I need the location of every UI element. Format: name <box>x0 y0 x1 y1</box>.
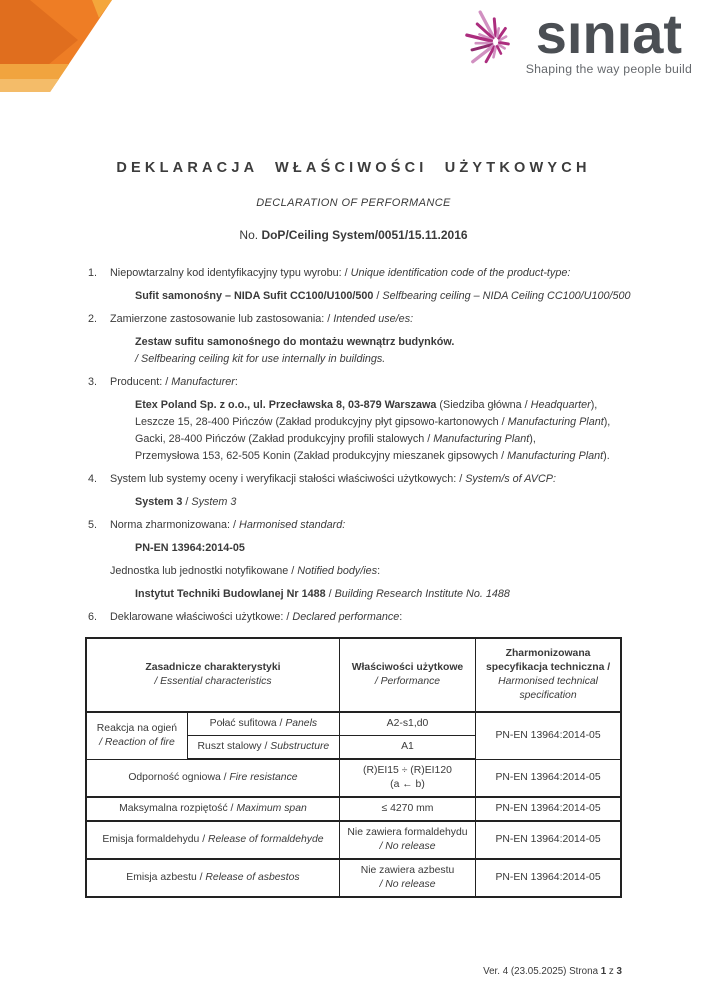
list-paragraph <box>85 288 631 305</box>
text-segment: System 3 <box>135 496 183 508</box>
table-row <box>86 821 621 859</box>
list-paragraph-body <box>110 517 622 534</box>
text-segment: Nie zawiera formaldehydu <box>347 827 468 838</box>
list-paragraph <box>85 311 622 328</box>
text-segment: Połać sufitowa / <box>209 718 286 729</box>
text-line <box>135 431 622 448</box>
text-segment: Emisja azbestu / <box>126 872 206 883</box>
text-segment: ≤ 4270 mm <box>381 803 434 814</box>
table-row <box>86 797 621 821</box>
text-segment: System lub systemy oceny i weryfikacji stałości właściwości użytkowych: / <box>110 473 466 485</box>
text-segment: Reakcja na ogień <box>96 722 178 734</box>
text-line <box>135 494 622 511</box>
text-segment: Producent: / <box>110 376 172 388</box>
list-paragraph-body <box>135 494 622 511</box>
list-paragraph-body <box>135 288 631 305</box>
text-line <box>110 563 622 580</box>
logo-text-block <box>525 2 692 76</box>
text-segment: / Essential characteristics <box>154 676 272 687</box>
text-segment: Jednostka lub jednostki notyfikowane / <box>110 565 298 577</box>
text-segment: Notified body/ies <box>297 565 378 577</box>
list-paragraph <box>85 517 622 534</box>
performance-table <box>85 637 622 898</box>
text-line <box>110 374 622 391</box>
text-segment: ), <box>529 433 536 445</box>
table-cell <box>86 759 339 797</box>
table-cell <box>476 859 621 897</box>
text-segment: Building Research Institute No. 1488 <box>334 588 510 600</box>
list-number: 4. <box>88 473 98 485</box>
text-segment: Harmonised standard: <box>239 519 346 531</box>
text-segment: A1 <box>401 741 414 752</box>
text-segment: Zamierzone zastosowanie lub zastosowania: / <box>110 313 334 325</box>
page-footer <box>483 966 622 977</box>
siniat-logo-text: sınıat <box>535 2 682 65</box>
text-segment: Norma zharmonizowana: / <box>110 519 240 531</box>
text-segment: Niepowtarzalny kod identyfikacyjny typu wyrobu: / <box>110 267 351 279</box>
text-segment: : <box>399 611 403 623</box>
table-cell <box>339 821 475 859</box>
list-paragraph-body <box>110 471 622 488</box>
text-segment: Właściwości użytkowe <box>351 662 464 673</box>
list-paragraph <box>85 471 622 488</box>
text-segment: / Reaction of fire <box>99 736 175 748</box>
text-segment: Manufacturing Plant <box>507 416 604 428</box>
text-line <box>135 288 631 305</box>
table-header-cell <box>476 638 621 712</box>
text-segment: A2-s1,d0 <box>386 718 429 729</box>
text-segment: : <box>377 565 381 577</box>
text-segment: PN-EN 13964:2014-05 <box>135 542 245 554</box>
text-segment: / No release <box>379 879 436 890</box>
list-paragraph <box>85 609 622 626</box>
text-line <box>135 397 622 414</box>
text-segment: : <box>234 376 238 388</box>
text-segment: Instytut Techniki Budowlanej Nr 1488 <box>135 588 326 600</box>
list-paragraph-body <box>110 374 622 391</box>
document-content <box>85 160 631 898</box>
table-row <box>86 759 621 797</box>
text-segment: Harmonised technical specification <box>498 676 598 701</box>
table-cell <box>339 797 475 821</box>
list-paragraph <box>85 540 622 557</box>
siniat-logo <box>458 4 692 80</box>
text-segment: (Siedziba główna / <box>436 399 531 411</box>
list-number: 3. <box>88 376 98 388</box>
text-segment: Emisja formaldehydu / <box>102 834 208 845</box>
table-cell <box>86 797 339 821</box>
text-segment: Substructure <box>270 741 330 752</box>
table-cell <box>476 712 621 759</box>
text-segment: Etex Poland Sp. z o.o., ul. Przecławska 8, 03-879 Warszawa <box>135 399 437 411</box>
text-segment: Fire resistance <box>229 772 298 783</box>
table-header-cell <box>339 638 475 712</box>
text-segment: Nie zawiera azbestu <box>360 865 455 876</box>
text-segment: System 3 <box>191 496 237 508</box>
text-segment: 3 <box>616 966 622 977</box>
text-segment: (a ← b) <box>390 779 425 790</box>
text-segment: Release of formaldehyde <box>208 834 324 845</box>
text-line <box>110 265 622 282</box>
text-segment: ). <box>603 450 610 462</box>
text-line <box>135 351 622 368</box>
text-segment: Zestaw sufitu samonośnego do montażu wewnątrz budynków. <box>135 336 455 348</box>
table-cell <box>339 712 475 736</box>
text-segment: Headquarter <box>530 399 591 411</box>
table-header-row <box>86 638 621 712</box>
text-line <box>110 471 622 488</box>
text-line <box>135 448 622 465</box>
list-paragraph-body <box>135 397 622 465</box>
text-segment: Odporność ogniowa / <box>128 772 230 783</box>
text-line <box>135 334 622 351</box>
text-segment: Zasadnicze charakterystyki <box>145 662 281 673</box>
text-segment: Gacki, 28-400 Pińczów (Zakład produkcyjny profili stalowych / <box>135 433 434 445</box>
text-line <box>110 517 622 534</box>
document-title: DEKLARACJA WŁAŚCIWOŚCI UŻYTKOWYCH <box>116 160 591 176</box>
text-segment: Przemysłowa 153, 62-505 Konin (Zakład produkcyjny mieszanek gipsowych / <box>135 450 508 462</box>
text-segment: Maksymalna rozpiętość / <box>119 803 237 814</box>
text-segment: 1 <box>600 966 607 977</box>
text-segment: Unique identification code of the product-type: <box>350 267 571 279</box>
table-cell <box>339 736 475 760</box>
text-segment: Declared performance <box>292 611 400 623</box>
list-number: 5. <box>88 519 98 531</box>
table-row <box>86 712 621 736</box>
table-cell <box>86 821 339 859</box>
list-paragraph <box>85 265 622 282</box>
text-line <box>110 609 622 626</box>
text-segment: PN-EN 13964:2014-05 <box>495 872 601 883</box>
list-number: 6. <box>88 611 98 623</box>
text-segment: / Performance <box>374 676 441 687</box>
list-paragraph-body <box>110 311 622 328</box>
text-segment: Ver. 4 (23.05.2025) Strona <box>483 966 601 977</box>
text-segment: / <box>373 290 383 302</box>
siniat-tagline: Shaping the way people build <box>525 62 692 76</box>
list-paragraph <box>85 586 622 603</box>
list-number: 1. <box>88 267 98 279</box>
list-paragraph-body <box>110 563 622 580</box>
list-paragraph-body <box>110 265 622 282</box>
table-header-cell <box>86 638 339 712</box>
text-line <box>135 586 622 603</box>
text-segment: Deklarowane właściwości użytkowe: / <box>110 611 293 623</box>
table-cell <box>339 759 475 797</box>
table-cell <box>86 859 339 897</box>
list-paragraph-body <box>135 586 622 603</box>
text-segment: PN-EN 13964:2014-05 <box>495 803 601 814</box>
text-segment: Intended use/es: <box>333 313 414 325</box>
document-subtitle: DECLARATION OF PERFORMANCE <box>256 197 451 209</box>
list-number: 2. <box>88 313 98 325</box>
list-paragraph <box>85 563 622 580</box>
text-segment: PN-EN 13964:2014-05 <box>495 771 601 783</box>
table-cell <box>86 712 187 759</box>
text-segment: PN-EN 13964:2014-05 <box>495 834 601 845</box>
numbered-list <box>85 265 631 626</box>
text-line <box>135 414 622 431</box>
list-paragraph <box>85 494 622 511</box>
text-segment: ), <box>603 416 611 428</box>
table-cell <box>187 712 339 736</box>
document-number <box>85 228 622 242</box>
text-segment: Selfbearing ceiling – NIDA Ceiling CC100/U100/500 <box>382 290 631 302</box>
text-segment: / Selfbearing ceiling kit for use internally in buildings. <box>135 353 386 365</box>
text-segment: Maximum span <box>236 803 307 814</box>
list-paragraph <box>85 397 622 465</box>
list-paragraph <box>85 374 622 391</box>
text-line <box>110 311 622 328</box>
text-line <box>135 540 622 557</box>
list-paragraph-body <box>110 609 622 626</box>
text-segment: Panels <box>285 718 318 729</box>
table-row <box>86 859 621 897</box>
text-segment: PN-EN 13964:2014-05 <box>495 729 601 741</box>
text-segment: (R)EI15 ÷ (R)EI120 <box>363 765 452 776</box>
document-number-prefix: No. <box>239 228 262 242</box>
text-segment: Leszcze 15, 28-400 Pińczów (Zakład produkcyjny płyt gipsowo-kartonowych / <box>135 416 508 428</box>
table-cell <box>476 797 621 821</box>
text-segment: Manufacturer <box>171 376 235 388</box>
text-segment: Ruszt stalowy / <box>197 741 271 752</box>
list-paragraph-body <box>135 334 622 368</box>
text-segment: Manufacturing Plant <box>507 450 604 462</box>
text-segment: System/s of AVCP: <box>465 473 557 485</box>
text-segment: Zharmonizowana specyfikacja techniczna / <box>485 648 611 673</box>
starburst-icon <box>458 2 532 80</box>
table-cell <box>339 859 475 897</box>
text-segment: ), <box>590 399 598 411</box>
text-segment: Sufit samonośny – NIDA Sufit CC100/U100/500 <box>135 290 374 302</box>
text-segment: / <box>325 588 335 600</box>
text-segment: / No release <box>379 841 436 852</box>
text-segment: / <box>182 496 192 508</box>
text-segment: Release of asbestos <box>205 872 300 883</box>
table-cell <box>187 736 339 760</box>
text-segment: z <box>606 966 617 977</box>
list-paragraph <box>85 334 622 368</box>
corner-decoration <box>0 0 120 92</box>
table-cell <box>476 759 621 797</box>
document-number-value: DoP/Ceiling System/0051/15.11.2016 <box>261 228 468 242</box>
table-cell <box>476 821 621 859</box>
list-paragraph-body <box>135 540 622 557</box>
text-segment: Manufacturing Plant <box>433 433 530 445</box>
